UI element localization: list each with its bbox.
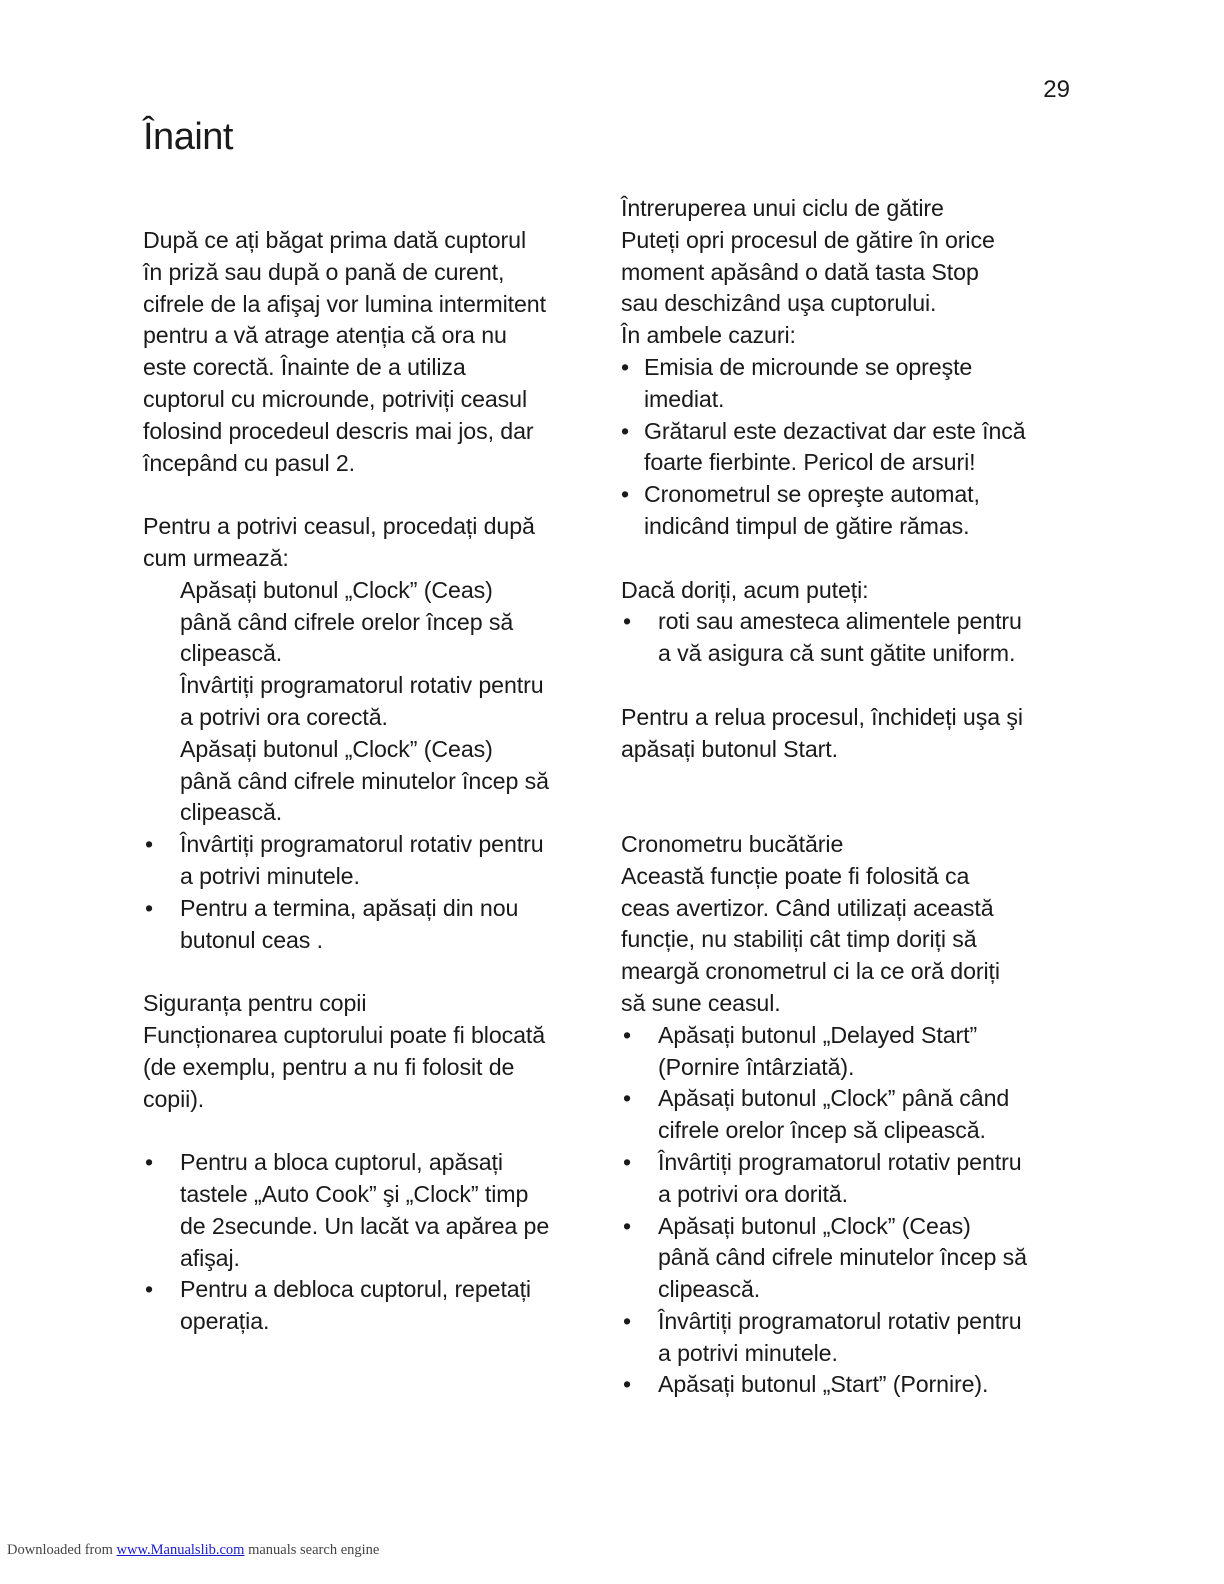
bullet-icon: •	[623, 1085, 632, 1112]
text-line: operația.	[180, 1308, 270, 1335]
footer-suffix: manuals search engine	[248, 1542, 380, 1558]
list-item	[621, 1147, 1091, 1211]
text-line: afişaj.	[180, 1244, 240, 1271]
list-item	[143, 1274, 603, 1338]
text-line: Învârtiți programatorul rotativ pentru	[658, 1148, 1022, 1175]
text-line: a potrivi minutele.	[658, 1339, 838, 1366]
text-line: Pentru a termina, apăsați din nou	[180, 894, 519, 921]
bullet-icon: •	[621, 417, 630, 444]
left-column	[143, 225, 603, 1338]
bullet-icon: •	[623, 1021, 632, 1048]
text-line: clipească.	[658, 1276, 761, 1303]
list-item	[143, 1147, 603, 1274]
text-line: Apăsați butonul „Start” (Pornire).	[658, 1371, 989, 1398]
text-line: funcție, nu stabiliți cât timp doriți să	[621, 926, 977, 953]
list-item	[621, 416, 1091, 480]
text-line: indicând timpul de gătire rămas.	[644, 512, 970, 539]
child-intro	[143, 1020, 603, 1115]
text-line: Apăsați butonul „Clock” (Ceas)	[180, 735, 493, 762]
bullet-icon: •	[145, 894, 154, 921]
list-item	[621, 352, 1091, 416]
text-line: În ambele cazuri:	[621, 322, 796, 349]
intro-paragraph	[143, 225, 603, 479]
text-line: cifrele de la afişaj vor lumina intermitent	[143, 290, 546, 317]
list-item	[621, 479, 1091, 543]
text-line: Cronometrul se opreşte automat,	[644, 481, 980, 508]
text-line: de 2secunde. Un lacăt va apărea pe	[180, 1212, 550, 1239]
text-line: Grătarul este dezactivat dar este încă	[644, 417, 1026, 444]
bullet-icon: •	[621, 481, 630, 508]
text-line: Apăsați butonul „Delayed Start”	[658, 1021, 978, 1048]
bullet-icon: •	[623, 1371, 632, 1398]
text-line: Apăsați butonul „Clock” până când	[658, 1085, 1010, 1112]
list-item	[621, 1369, 1091, 1401]
text-line: folosind procedeul descris mai jos, dar	[143, 417, 534, 444]
text-line: Această funcție poate fi folosită ca	[621, 862, 970, 889]
text-line: După ce ați băgat prima dată cuptorul	[143, 227, 526, 253]
resume-paragraph	[621, 702, 1091, 766]
list-item	[621, 1211, 1091, 1306]
interrupt-intro	[621, 225, 1091, 352]
text-line: în priză sau după o pană de curent,	[143, 258, 505, 285]
text-line: Apăsați butonul „Clock” (Ceas)	[658, 1212, 971, 1239]
clock-intro	[143, 511, 603, 575]
text-line: moment apăsând o dată tasta Stop	[621, 258, 979, 285]
text-line: Învârtiți programatorul rotativ pentru	[180, 672, 544, 699]
footer	[7, 1542, 379, 1559]
footer-prefix: Downloaded from	[7, 1542, 113, 1558]
text-line: pentru a vă atrage atenția că ora nu	[143, 322, 507, 349]
clock-step	[143, 734, 603, 829]
text-line: Pentru a relua procesul, închideți uşa şi	[621, 703, 1023, 730]
text-line: Învârtiți programatorul rotativ pentru	[180, 831, 544, 858]
text-line: Apăsați butonul „Clock” (Ceas)	[180, 576, 493, 603]
section-heading-interrupt: Întreruperea unui ciclu de gătire	[621, 195, 944, 221]
bullet-icon: •	[145, 1149, 154, 1176]
text-line: a potrivi minutele.	[180, 862, 360, 889]
manualslib-link[interactable]: www.Manualslib.com	[116, 1542, 245, 1558]
bullet-icon: •	[621, 353, 630, 380]
bullet-icon: •	[145, 1276, 154, 1303]
text-line: ceas avertizor. Când utilizați această	[621, 894, 994, 921]
list-item	[143, 893, 603, 957]
text-line: meargă cronometrul ci la ce oră doriți	[621, 958, 1000, 985]
text-line: Învârtiți programatorul rotativ pentru	[658, 1307, 1022, 1334]
list-item	[621, 1020, 1091, 1084]
text-line: sau deschizând uşa cuptorului.	[621, 290, 937, 317]
text-line: a potrivi ora corectă.	[180, 703, 388, 730]
page-title: Înaint	[143, 116, 233, 158]
text-line: (Pornire întârziată).	[658, 1053, 855, 1080]
text-line: Pentru a potrivi ceasul, procedați după	[143, 513, 535, 540]
section-heading-kitchen-timer: Cronometru bucătărie	[621, 830, 844, 857]
text-line: a vă asigura că sunt gătite uniform.	[658, 640, 1016, 667]
timer-intro	[621, 861, 1091, 1020]
text-line: începând cu pasul 2.	[143, 449, 355, 476]
text-line: clipească.	[180, 640, 283, 667]
text-line: copii).	[143, 1085, 205, 1112]
text-line: să sune ceasul.	[621, 989, 781, 1016]
bullet-icon: •	[145, 831, 154, 858]
text-line: Funcționarea cuptorului poate fi blocată	[143, 1021, 546, 1048]
bullet-icon: •	[623, 1307, 632, 1334]
text-line: roti sau amesteca alimentele pentru	[658, 608, 1022, 635]
text-line: imediat.	[644, 385, 725, 412]
text-line: până când cifrele minutelor încep să	[658, 1244, 1027, 1271]
text-line: foarte fierbinte. Pericol de arsuri!	[644, 449, 976, 476]
text-line: Emisia de microunde se opreşte	[644, 353, 973, 380]
page-number: 29	[1043, 76, 1070, 103]
list-item	[621, 1083, 1091, 1147]
bullet-icon: •	[623, 608, 632, 635]
text-line: Pentru a debloca cuptorul, repetați	[180, 1276, 531, 1303]
section-heading-child-safety: Siguranța pentru copii	[143, 990, 367, 1017]
text-line: tastele „Auto Cook” şi „Clock” timp	[180, 1180, 529, 1207]
text-line: Pentru a bloca cuptorul, apăsați	[180, 1149, 503, 1176]
now-intro: Dacă doriți, acum puteți:	[621, 576, 869, 603]
text-line: apăsați butonul Start.	[621, 735, 838, 762]
text-line: până când cifrele orelor încep să	[180, 608, 514, 635]
text-line: este corectă. Înainte de a utiliza	[143, 354, 466, 381]
clock-step	[143, 670, 603, 734]
bullet-icon: •	[623, 1212, 632, 1239]
text-line: (de exemplu, pentru a nu fi folosit de	[143, 1053, 515, 1080]
bullet-icon: •	[623, 1148, 632, 1175]
text-line: cum urmează:	[143, 544, 289, 571]
list-item	[621, 606, 1091, 670]
list-item	[143, 829, 603, 893]
text-line: până când cifrele minutelor încep să	[180, 767, 549, 794]
text-line: a potrivi ora dorită.	[658, 1180, 848, 1207]
text-line: cifrele orelor încep să clipească.	[658, 1117, 986, 1144]
text-line: cuptorul cu microunde, potriviți ceasul	[143, 385, 528, 412]
list-item	[621, 1306, 1091, 1370]
text-line: butonul ceas .	[180, 926, 323, 953]
right-column	[621, 193, 1091, 1401]
text-line: clipească.	[180, 799, 283, 826]
text-line: Puteți opri procesul de gătire în orice	[621, 226, 995, 253]
clock-step	[143, 575, 603, 670]
